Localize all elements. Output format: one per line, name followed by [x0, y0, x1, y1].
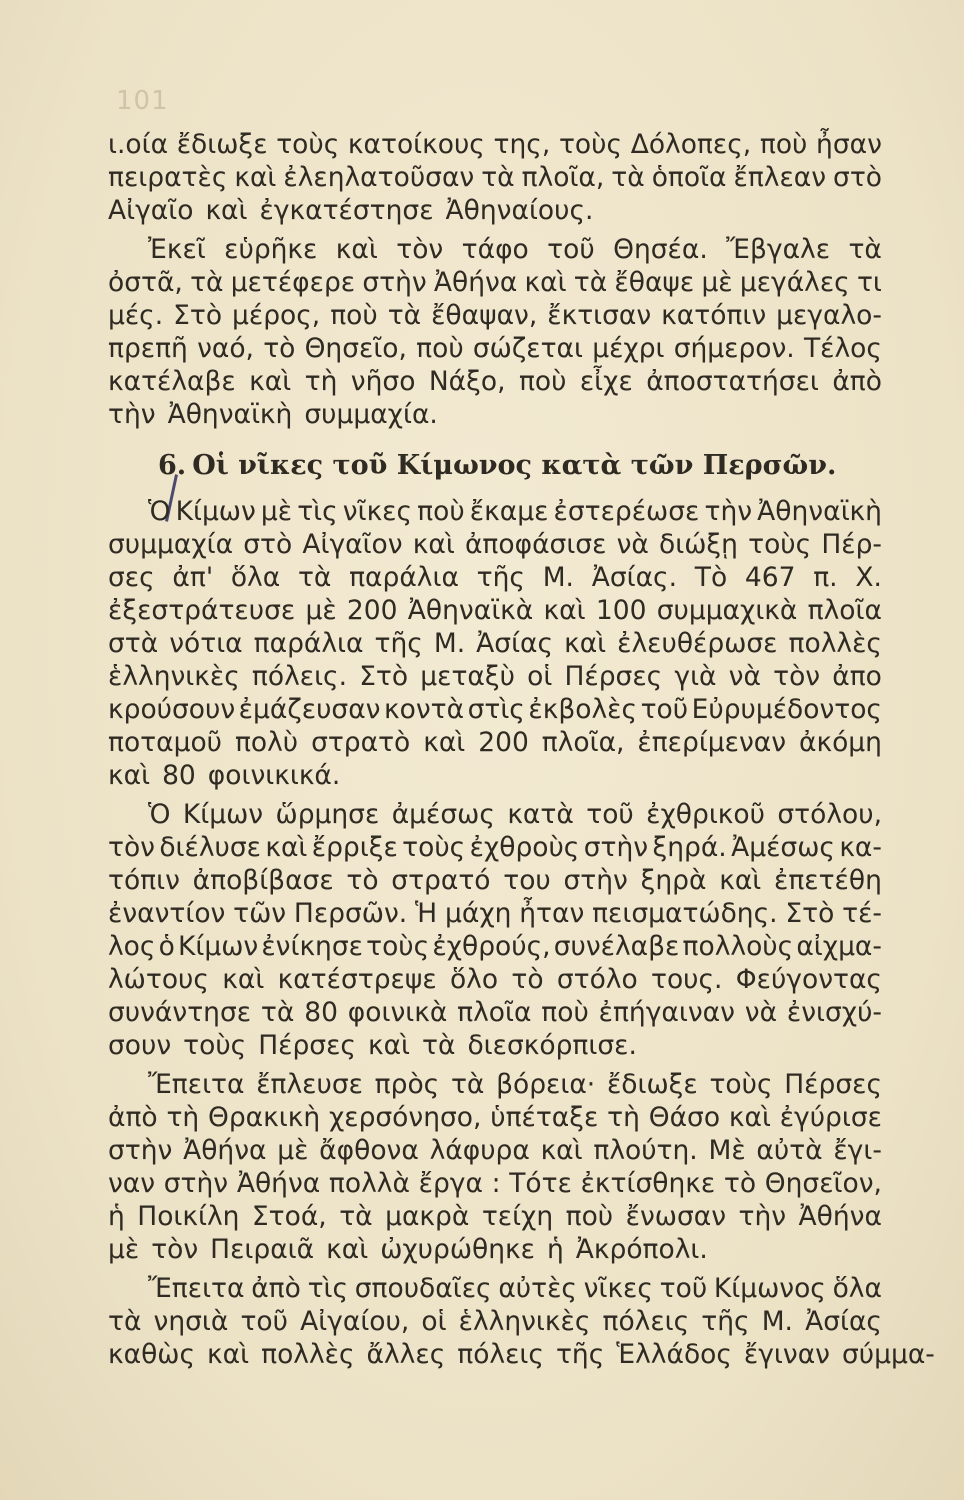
text-line: Ὁ Κίμων μὲ τὶς νῖκες ποὺ ἔκαμε ἐστερέωσε τὴν Ἀθηναϊκὴ [148, 496, 882, 527]
text-line: μὲ τὸν Πειραιᾶ καὶ ὠχυρώθηκε ἡ Ἀκρόπολι. [108, 1234, 708, 1265]
text-line: τὴν Ἀθηναϊκὴ συμμαχία. [108, 399, 438, 430]
text-line: λώτους καὶ κατέστρεψε ὅλο τὸ στόλο τους. Φεύγοντας [108, 964, 882, 995]
text-line: συνάντησε τὰ 80 φοινικὰ πλοῖα ποὺ ἐπήγαιναν νὰ ἐνισχύ- [108, 997, 882, 1028]
text-line: πρεπῆ ναό, τὸ Θησεῖο, ποὺ σώζεται μέχρι σήμερον. Τέλος [108, 333, 882, 364]
text-line: μές. Στὸ μέρος, ποὺ τὰ ἔθαψαν, ἔκτισαν κατόπιν μεγαλο- [108, 300, 882, 331]
text-line: στὰ νότια παράλια τῆς Μ. Ἀσίας καὶ ἐλευθέρωσε πολλὲς [108, 628, 882, 659]
section-heading [108, 449, 882, 485]
text-line: Αἰγαῖο καὶ ἐγκατέστησε Ἀθηναίους. [108, 195, 594, 226]
text-line: ἑλληνικὲς πόλεις. Στὸ μεταξὺ οἱ Πέρσες γιὰ νὰ τὸν ἀπο [108, 661, 882, 692]
text-line: ποταμοῦ πολὺ στρατὸ καὶ 200 πλοῖα, ἐπερίμεναν ἀκόμη [108, 727, 882, 758]
text-line: καθὼς καὶ πολλὲς ἄλλες πόλεις τῆς Ἑλλάδος ἔγιναν σύμμα- [108, 1339, 935, 1370]
text-line: ὀστᾶ, τὰ μετέφερε στὴν Ἀθήνα καὶ τὰ ἔθαψε μὲ μεγάλες τι [108, 267, 882, 298]
text-line: ἐναντίον τῶν Περσῶν. Ἡ μάχη ἦταν πεισματώδης. Στὸ τέ- [108, 898, 882, 929]
text-line: κατέλαβε καὶ τὴ νῆσο Νάξο, ποὺ εἶχε ἀποστατήσει ἀπὸ [108, 366, 882, 397]
text-line: σουν τοὺς Πέρσες καὶ τὰ διεσκόρπισε. [108, 1030, 637, 1061]
page-number: 101 [116, 86, 169, 116]
text-line: Ἔπειτα ἀπὸ τὶς σπουδαῖες αὐτὲς νῖκες τοῦ Κίμωνος ὅλα [148, 1273, 882, 1304]
text-line: τὰ νησιὰ τοῦ Αἰγαίου, οἱ ἑλληνικὲς πόλεις τῆς Μ. Ἀσίας [108, 1306, 882, 1337]
text-line: σες ἀπ' ὅλα τὰ παράλια τῆς Μ. Ἀσίας. Τὸ 467 π. Χ. [108, 562, 882, 593]
text-line: Ὁ Κίμων ὥρμησε ἀμέσως κατὰ τοῦ ἐχθρικοῦ στόλου, [148, 799, 882, 830]
text-line: καὶ 80 φοινικικά. [108, 760, 341, 791]
section-number: 6. [158, 450, 187, 481]
text-line: πειρατὲς καὶ ἐλεηλατοῦσαν τὰ πλοῖα, τὰ ὁποῖα ἔπλεαν στὸ [108, 162, 882, 193]
body-text [108, 128, 935, 1371]
text-line: συμμαχία στὸ Αἰγαῖον καὶ ἀποφάσισε νὰ διώξῃ τοὺς Πέρ- [108, 529, 882, 560]
text-line: ι.οία ἔδιωξε τοὺς κατοίκους της, τοὺς Δόλοπες, ποὺ ἦσαν [108, 129, 882, 160]
text-line: κρούσουν ἐμάζευσαν κοντὰ στὶς ἐκβολὲς τοῦ Εὐρυμέδοντος [108, 694, 882, 725]
text-line: στὴν Ἀθήνα μὲ ἄφθονα λάφυρα καὶ πλούτη. Μὲ αὐτὰ ἔγι- [108, 1135, 882, 1166]
text-line: ἐξεστράτευσε μὲ 200 Ἀθηναϊκὰ καὶ 100 συμμαχικὰ πλοῖα [108, 595, 882, 626]
text-line: τὸν διέλυσε καὶ ἔρριξε τοὺς ἐχθροὺς στὴν ξηρά. Ἀμέσως κα- [108, 832, 882, 863]
text-line: Ἐκεῖ εὑρῆκε καὶ τὸν τάφο τοῦ Θησέα. Ἔβγαλε τὰ [148, 234, 882, 265]
section-title: Οἱ νῖκες τοῦ Κίμωνος κατὰ τῶν Περσῶν. [192, 450, 837, 481]
text-line: Ἔπειτα ἔπλευσε πρὸς τὰ βόρεια· ἔδιωξε τοὺς Πέρσες [148, 1069, 882, 1100]
text-line: ναν στὴν Ἀθήνα πολλὰ ἔργα : Τότε ἐκτίσθηκε τὸ Θησεῖον, [108, 1168, 882, 1199]
text-line: τόπιν ἀποβίβασε τὸ στρατό του στὴν ξηρὰ καὶ ἐπετέθη [108, 865, 882, 896]
text-line: ἀπὸ τὴ Θρακικὴ χερσόνησο, ὑπέταξε τὴ Θάσο καὶ ἐγύρισε [108, 1102, 882, 1133]
text-line: ἡ Ποικίλη Στοά, τὰ μακρὰ τείχη ποὺ ἔνωσαν τὴν Ἀθήνα [108, 1201, 882, 1232]
text-line: λος ὁ Κίμων ἐνίκησε τοὺς ἐχθρούς, συνέλαβε πολλοὺς αἰχμα- [108, 931, 882, 962]
